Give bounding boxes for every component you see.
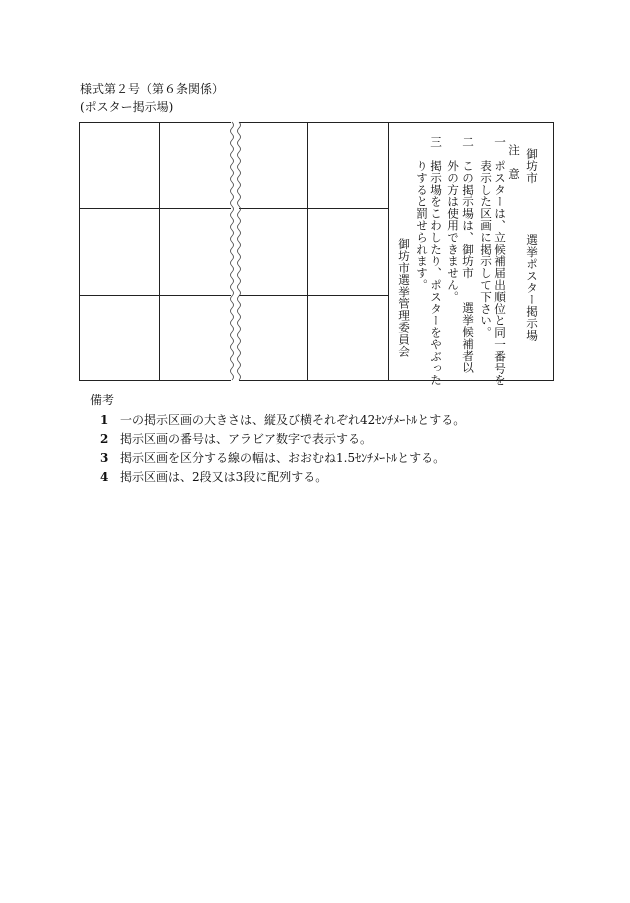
grid-row-line-2-left bbox=[79, 295, 231, 296]
notice-item-1-line-2: 表示した区画に掲示して下さい。 bbox=[479, 136, 493, 339]
notice-panel-divider bbox=[388, 122, 389, 381]
remark-number: 1 bbox=[100, 413, 109, 427]
remark-text: 掲示区画の番号は、アラビア数字で表示する。 bbox=[120, 432, 373, 446]
grid-row-line-2-right bbox=[239, 295, 388, 296]
remark-item bbox=[100, 449, 445, 466]
form-subtitle: (ポスター掲示場) bbox=[80, 100, 174, 114]
notice-label: 注 意 bbox=[507, 144, 521, 180]
poster-board-diagram bbox=[79, 122, 554, 386]
board-top-border-left bbox=[79, 122, 231, 123]
notice-issuer: 御坊市選挙管理委員会 bbox=[397, 238, 411, 357]
notice-city: 御坊市 bbox=[525, 148, 539, 184]
remarks-heading: 備考 bbox=[90, 393, 115, 407]
remark-item bbox=[100, 430, 372, 447]
notice-title: 選挙ポスター掲示場 bbox=[525, 234, 539, 342]
remark-number: 3 bbox=[100, 451, 109, 465]
remark-text: 掲示区画を区分する線の幅は、おおむね1.5ｾﾝﾁﾒｰﾄﾙとする。 bbox=[120, 451, 446, 465]
notice-item-2-line-2: 外の方は使用できません。 bbox=[446, 136, 460, 303]
board-right-border bbox=[553, 122, 554, 381]
notice-item-2-line-1b: 選挙候補者以 bbox=[461, 302, 475, 374]
remark-text: 一の掲示区画の大きさは、縦及び横それぞれ42ｾﾝﾁﾒｰﾄﾙとする。 bbox=[120, 413, 466, 427]
notice-item-3-line-2: りすると罰せられます。 bbox=[415, 136, 429, 291]
board-bottom-border-left bbox=[79, 380, 231, 381]
remark-number: 4 bbox=[100, 470, 109, 484]
notice-item-2-line-1a: 二 この掲示場は、御坊市 bbox=[461, 136, 475, 279]
remark-number: 2 bbox=[100, 432, 109, 446]
wavy-break-line-right bbox=[235, 122, 243, 381]
grid-row-line-1-right bbox=[239, 208, 388, 209]
remark-item bbox=[100, 411, 465, 428]
grid-row-line-1-left bbox=[79, 208, 231, 209]
notice-item-1-line-1: 一 ポスターは、立候補届出順位と同一番号を bbox=[493, 136, 507, 386]
remark-item bbox=[100, 468, 327, 485]
notice-item-3-line-1: 三 掲示場をこわしたり、ポスターをやぶった bbox=[429, 136, 443, 386]
board-top-border-right bbox=[239, 122, 554, 123]
remark-text: 掲示区画は、2段又は3段に配列する。 bbox=[120, 470, 328, 484]
board-left-border bbox=[79, 122, 80, 381]
grid-divider-v2 bbox=[307, 122, 308, 381]
grid-divider-v1 bbox=[159, 122, 160, 381]
form-title: 様式第２号（第６条関係） bbox=[80, 82, 225, 96]
